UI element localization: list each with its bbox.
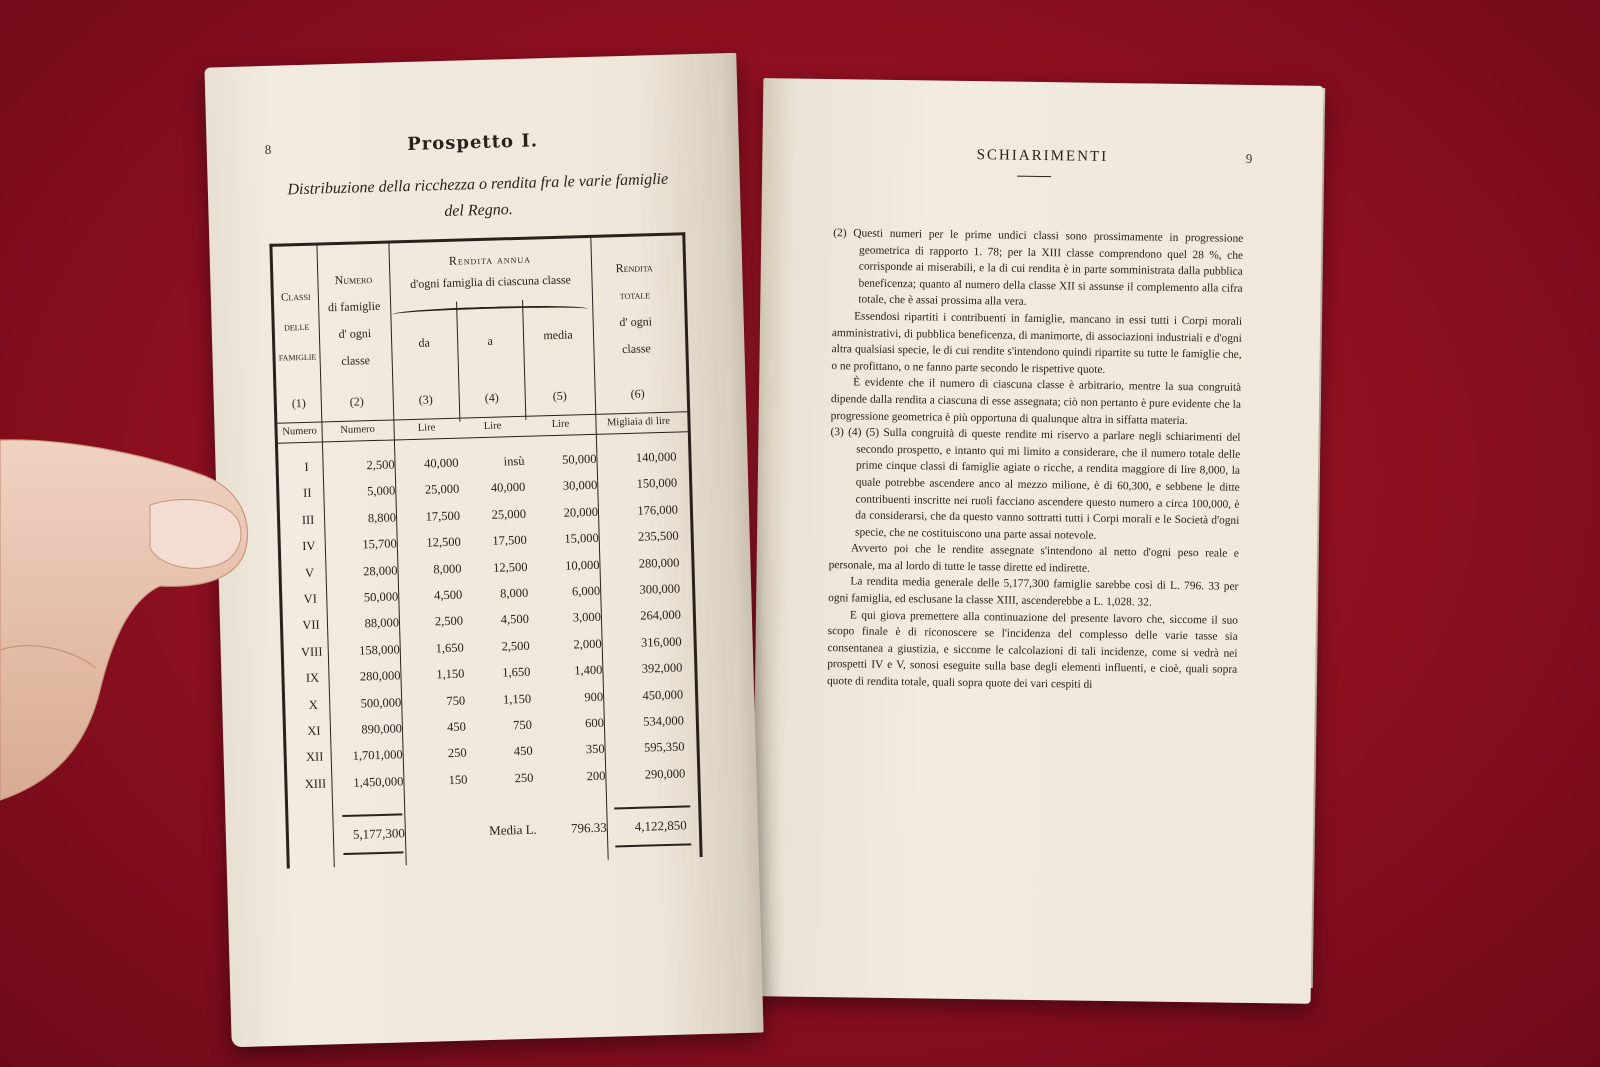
cell-da: 250 xyxy=(447,745,467,761)
cell-media: 20,000 xyxy=(563,504,599,520)
cell-da: 2,500 xyxy=(434,614,464,629)
cell-media: 50,000 xyxy=(561,451,597,467)
cell-totale: 316,000 xyxy=(640,634,682,650)
cell-a: 2,500 xyxy=(501,638,530,654)
cell-da: 450 xyxy=(446,719,467,735)
cell-a: 8,000 xyxy=(499,585,529,601)
header-media: media xyxy=(543,327,573,343)
paragraph: (3) (4) (5) Sulla congruità di queste rendite mi riservo a parlare negli schiarimenti del secondo prospetto, e intanto qui mi limito a considerare, che il numero totale delle prime cinque classi di famiglie agiate o ricche, a rendita maggiore di lire 8,000, la quale potrebbe ascendere anco al mezzo milione, è di 60,300, e sebbene le ditte contribuenti inscritte nei ruoli facciano ascendere questo numero a circa 100,000, è da considerarsi, che da questo vanno sottratti tutti i Corpi morali e le Società d'ogni specie, che ne costituiscono una parte assai notevole. xyxy=(830,426,1241,542)
cell-media: 6,000 xyxy=(571,583,601,599)
col-number: (3) xyxy=(418,392,433,407)
cell-classe: IV xyxy=(302,538,316,554)
cell-media: 200 xyxy=(586,768,606,784)
cell-totale: 280,000 xyxy=(638,555,680,571)
header-rendita-annua: Rendita annua d'ogni famiglia di ciascuna classe xyxy=(409,251,572,291)
left-page-number: 8 xyxy=(264,141,272,157)
header-rendita-totale: Rendita totale d' ogni classe xyxy=(615,260,653,357)
cell-a: 4,500 xyxy=(500,612,530,627)
unit-label: Lire xyxy=(551,418,570,431)
cell-numero: 500,000 xyxy=(360,694,402,711)
cell-classe: II xyxy=(302,486,312,501)
cell-totale: 534,000 xyxy=(643,713,685,729)
header-classi: Classi delle famiglie xyxy=(278,290,317,364)
cell-da: 1,150 xyxy=(436,666,465,682)
cell-da: 150 xyxy=(448,772,468,787)
cell-da: 25,000 xyxy=(424,482,460,498)
cell-classe: III xyxy=(301,512,315,527)
cell-totale: 140,000 xyxy=(635,449,677,465)
cell-numero: 50,000 xyxy=(363,589,399,605)
paragraph: Essendosi ripartiti i contribuenti in famiglie, mancano in essi tutti i Corpi morali amministrativi, di pubblica beneficenza, di manimorte, di associazioni industriali e d'ogni altra qualsiasi specie, le di cui rendite s'intendono quindi ripartite su tutte le famiglie che, o ne profittano, o ne fanno parte secondo le rispettive quote. xyxy=(831,310,1243,376)
header-a: a xyxy=(487,333,494,348)
cell-classe: X xyxy=(308,697,318,712)
total-rendita: 4,122,850 xyxy=(634,817,687,834)
cell-a: 25,000 xyxy=(491,506,527,522)
cell-classe: XII xyxy=(305,749,324,765)
right-page xyxy=(751,78,1324,1004)
prospetto-subtitle xyxy=(268,166,689,230)
cell-a: 450 xyxy=(513,744,533,759)
cell-classe: IX xyxy=(305,670,320,686)
heading-rule xyxy=(1017,176,1051,177)
paragraph: Avverto poi che le rendite assegnate s'intendono al netto d'ogni peso reale e personale, ma al lordo di tutte le tasse dirette ed indirette. xyxy=(828,542,1239,575)
col-number: (1) xyxy=(291,395,307,411)
cell-totale: 392,000 xyxy=(641,660,683,676)
paragraph: (2) Questi numeri per le prime undici classi sono prossimamente in progressione geometrica di rapporto 1. 78; per la XIII classe comprendono quel 28 %, che corrisponde ai miserabili, e la di cui rendita è in parte somministrata dalla pubblica beneficenza; quanto al numero della classe XII si assunse il complemento alla cifra totale, che è assai prossima alla vera. xyxy=(833,227,1244,309)
total-media-label: Media L. xyxy=(488,821,538,838)
cell-media: 600 xyxy=(584,715,605,731)
cell-classe: I xyxy=(304,459,309,474)
cell-numero: 890,000 xyxy=(361,721,403,737)
cell-totale: 235,500 xyxy=(637,528,679,544)
right-page-number: 9 xyxy=(1245,150,1253,166)
cell-da: 1,650 xyxy=(435,640,464,656)
cell-classe: XI xyxy=(307,723,321,738)
cell-numero: 28,000 xyxy=(362,563,398,578)
cell-da: 4,500 xyxy=(433,587,463,603)
cell-numero: 2,500 xyxy=(366,457,395,473)
cell-numero: 158,000 xyxy=(358,642,400,658)
cell-classe: VI xyxy=(303,591,318,607)
cell-a: 1,150 xyxy=(502,691,532,707)
unit-label: Numero xyxy=(340,424,375,436)
cell-a: insù xyxy=(503,453,525,469)
cell-media: 350 xyxy=(585,742,605,757)
col-number: (2) xyxy=(349,394,364,409)
cell-numero: 1,701,000 xyxy=(352,747,403,764)
cell-numero: 15,700 xyxy=(362,536,397,552)
cell-media: 900 xyxy=(584,689,604,704)
unit-label: Numero xyxy=(282,425,317,438)
cell-classe: XIII xyxy=(304,776,327,791)
cell-da: 17,500 xyxy=(425,508,461,524)
section-heading: SCHIARIMENTI xyxy=(976,147,1109,165)
cell-media: 15,000 xyxy=(564,530,599,546)
cell-a: 40,000 xyxy=(490,480,526,496)
cell-numero: 8,800 xyxy=(367,510,397,526)
cell-media: 10,000 xyxy=(564,557,600,573)
cell-a: 17,500 xyxy=(492,532,527,548)
cell-totale: 595,350 xyxy=(643,739,685,755)
cell-da: 750 xyxy=(446,693,466,708)
cell-classe: VII xyxy=(302,618,320,633)
unit-label: Migliaia di lire xyxy=(606,415,671,429)
cell-totale: 450,000 xyxy=(642,687,684,703)
cell-media: 3,000 xyxy=(572,610,602,625)
cell-da: 8,000 xyxy=(433,561,462,577)
cell-media: 2,000 xyxy=(573,636,602,652)
cell-numero: 1,450,000 xyxy=(353,774,404,790)
prospetto-table xyxy=(269,232,702,868)
col-number: (5) xyxy=(552,388,567,404)
left-page xyxy=(204,53,763,1047)
cell-media: 1,400 xyxy=(574,662,603,678)
cell-da: 12,500 xyxy=(426,534,461,550)
paragraph: La rendita media generale delle 5,177,300 famiglie sarebbe così di L. 796. 33 per ogni famiglia, ed esclusane la classe XIII, ascenderebbe a L. 1,028. 32. xyxy=(828,575,1239,609)
cell-totale: 290,000 xyxy=(644,766,686,782)
cell-classe: VIII xyxy=(300,644,323,659)
cell-classe: V xyxy=(304,565,315,580)
cell-totale: 150,000 xyxy=(636,475,678,492)
cell-numero: 5,000 xyxy=(367,483,396,499)
col-number: (4) xyxy=(484,390,499,405)
subtitle-line: Distribuzione della ricchezza o rendita fra le varie famiglie xyxy=(287,170,669,199)
cell-a: 250 xyxy=(514,770,534,786)
cell-da: 40,000 xyxy=(423,455,459,471)
paragraph: È evidente che il numero di ciascuna classe è arbitrario, mentre la sua congruità dipende dalla rendita a ciascuna di esse assegnata; ciò non pertanto è pure evidente che la progressione geometrica è più opportuna di qualunque altra in siffatta materia. xyxy=(830,376,1242,427)
unit-label: Lire xyxy=(417,422,436,434)
cell-a: 1,650 xyxy=(502,664,531,680)
body-text xyxy=(827,225,1243,695)
cell-numero: 280,000 xyxy=(359,668,401,684)
prospetto-title: Prospetto I. xyxy=(406,130,539,155)
col-number: (6) xyxy=(630,386,645,401)
total-numero: 5,177,300 xyxy=(352,825,406,842)
cell-media: 30,000 xyxy=(562,478,598,494)
cell-a: 12,500 xyxy=(492,559,528,575)
cell-totale: 300,000 xyxy=(639,581,681,597)
paragraph: E qui giova premettere alla continuazione del presente lavoro che, siccome il suo scopo finale è di riconoscere se l'incidenza del complesso delle varie tasse sia consentanea a giustizia, e siccome le calcolazioni di tali incidenze, come si vedrà nei prospetti IV e V, sonosi eseguite sulla base degli elementi influenti, e cioè, quali sopra quote di rendita totale, quali sopra quote dei vari cespiti di xyxy=(826,609,1238,691)
subtitle-line: del Regno. xyxy=(444,201,513,220)
header-da: da xyxy=(418,335,431,350)
unit-label: Lire xyxy=(483,420,502,432)
cell-a: 750 xyxy=(512,717,533,733)
cell-numero: 88,000 xyxy=(364,615,400,631)
cell-totale: 264,000 xyxy=(640,607,682,624)
cell-totale: 176,000 xyxy=(637,502,679,518)
total-media-value: 796.33 xyxy=(570,819,607,836)
header-numero: Numero di famiglie d' ogni classe xyxy=(327,272,381,368)
